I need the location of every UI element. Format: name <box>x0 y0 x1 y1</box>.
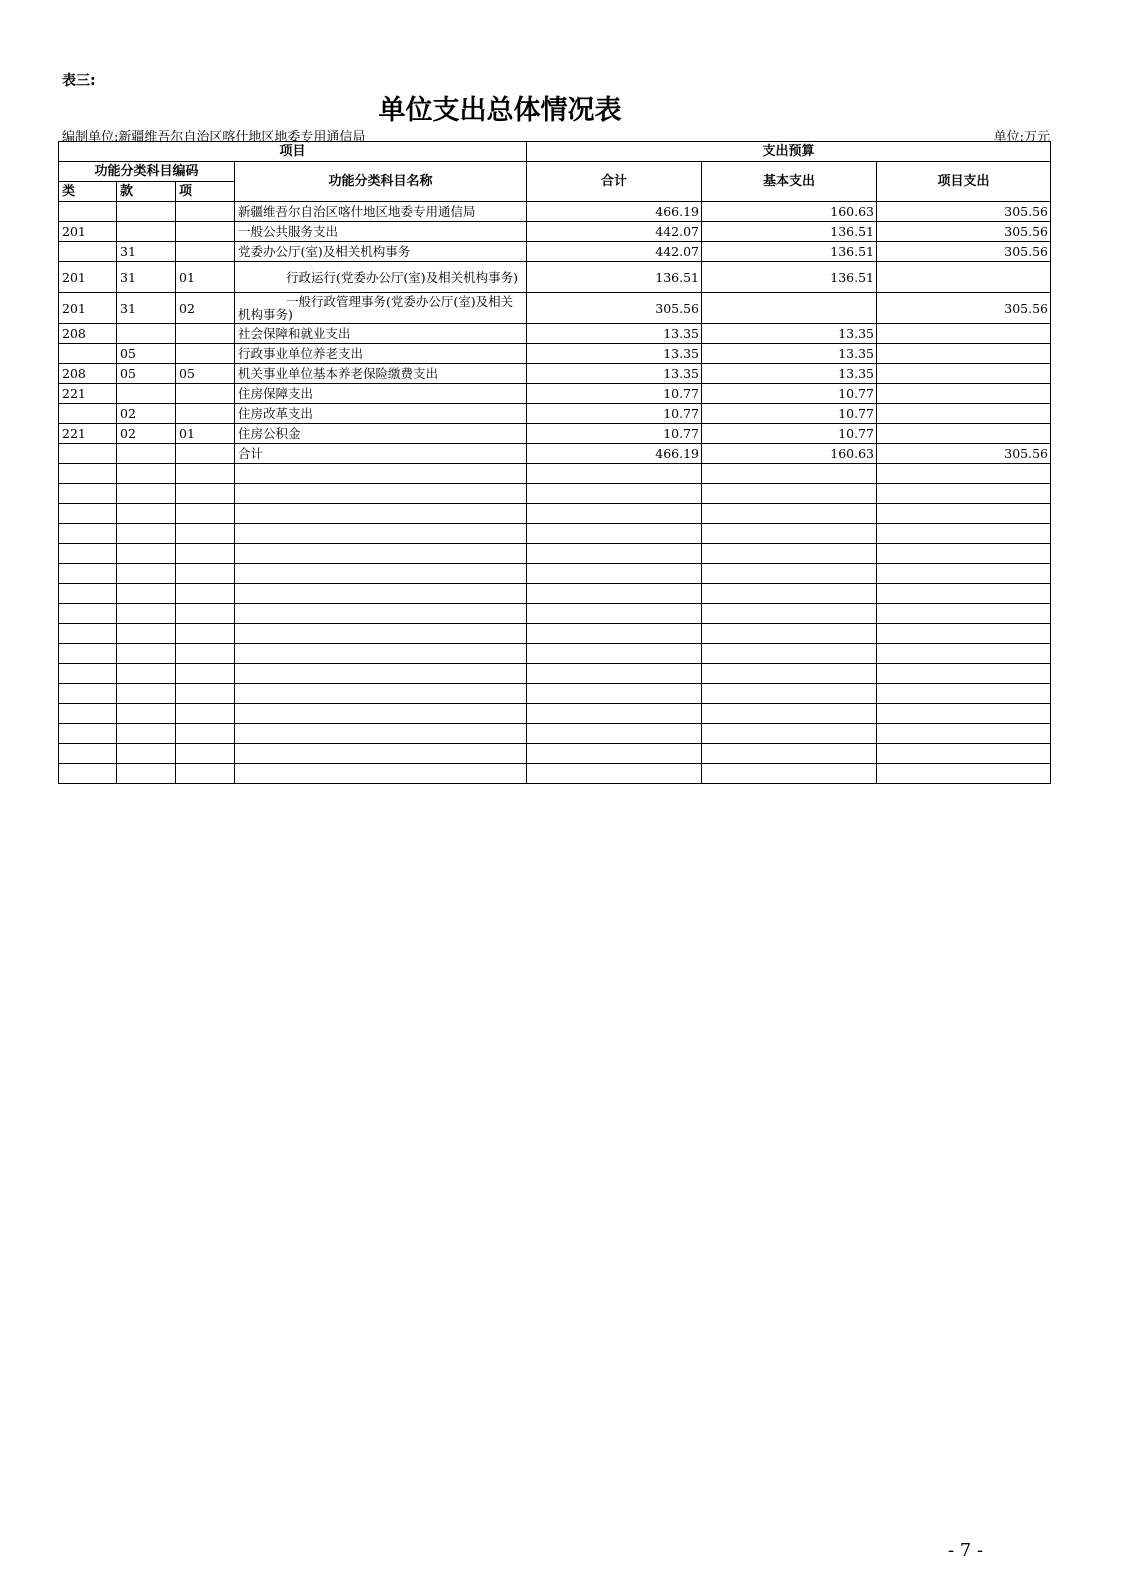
cell-xiang: 01 <box>176 262 235 293</box>
cell-basic: 10.77 <box>702 384 877 404</box>
header-kuan: 款 <box>117 182 176 202</box>
empty-row <box>59 484 1051 504</box>
empty-row <box>59 524 1051 544</box>
cell-project <box>877 324 1051 344</box>
header-code-group: 功能分类科目编码 <box>59 162 235 182</box>
table-label: 表三: <box>62 73 96 89</box>
table-row <box>59 324 1051 344</box>
organization-name: 编制单位:新疆维吾尔自治区喀什地区地委专用通信局 <box>62 130 366 145</box>
cell-total: 442.07 <box>527 242 702 262</box>
cell-project <box>877 364 1051 384</box>
cell-total: 10.77 <box>527 424 702 444</box>
header-project: 项目 <box>59 142 527 162</box>
cell-lei <box>59 404 117 424</box>
cell-xiang <box>176 404 235 424</box>
cell-project <box>877 384 1051 404</box>
cell-lei <box>59 344 117 364</box>
cell-lei: 221 <box>59 384 117 404</box>
cell-total: 13.35 <box>527 364 702 384</box>
cell-lei <box>59 242 117 262</box>
cell-basic: 136.51 <box>702 262 877 293</box>
cell-name: 新疆维吾尔自治区喀什地区地委专用通信局 <box>235 202 527 222</box>
cell-xiang <box>176 444 235 464</box>
cell-kuan: 05 <box>117 344 176 364</box>
cell-name: 社会保障和就业支出 <box>235 324 527 344</box>
cell-total: 10.77 <box>527 384 702 404</box>
cell-name: 合计 <box>235 444 527 464</box>
cell-kuan: 02 <box>117 424 176 444</box>
cell-total: 13.35 <box>527 344 702 364</box>
table-row <box>59 364 1051 384</box>
empty-row <box>59 704 1051 724</box>
cell-name: 一般行政管理事务(党委办公厅(室)及相关机构事务) <box>235 293 527 324</box>
table-row <box>59 384 1051 404</box>
cell-lei <box>59 202 117 222</box>
cell-lei: 201 <box>59 262 117 293</box>
cell-total: 136.51 <box>527 262 702 293</box>
cell-total: 442.07 <box>527 222 702 242</box>
table-row <box>59 262 1051 293</box>
table-row <box>59 202 1051 222</box>
cell-lei: 208 <box>59 364 117 384</box>
empty-row <box>59 644 1051 664</box>
cell-xiang <box>176 384 235 404</box>
cell-name: 一般公共服务支出 <box>235 222 527 242</box>
cell-name: 党委办公厅(室)及相关机构事务 <box>235 242 527 262</box>
empty-row <box>59 744 1051 764</box>
cell-project: 305.56 <box>877 242 1051 262</box>
cell-basic: 160.63 <box>702 202 877 222</box>
cell-xiang <box>176 344 235 364</box>
empty-row <box>59 604 1051 624</box>
empty-row <box>59 764 1051 784</box>
cell-lei: 221 <box>59 424 117 444</box>
empty-row <box>59 564 1051 584</box>
table-row <box>59 404 1051 424</box>
cell-kuan: 02 <box>117 404 176 424</box>
cell-lei <box>59 444 117 464</box>
cell-project <box>877 262 1051 293</box>
cell-basic: 10.77 <box>702 404 877 424</box>
cell-basic: 136.51 <box>702 222 877 242</box>
cell-name: 机关事业单位基本养老保险缴费支出 <box>235 364 527 384</box>
cell-kuan <box>117 444 176 464</box>
page-title: 单位支出总体情况表 <box>378 95 622 126</box>
cell-kuan <box>117 222 176 242</box>
empty-row <box>59 664 1051 684</box>
cell-project <box>877 404 1051 424</box>
table-row <box>59 344 1051 364</box>
cell-total: 466.19 <box>527 444 702 464</box>
header-basic: 基本支出 <box>702 162 877 202</box>
cell-name: 住房保障支出 <box>235 384 527 404</box>
empty-row <box>59 464 1051 484</box>
cell-project: 305.56 <box>877 202 1051 222</box>
cell-project <box>877 424 1051 444</box>
cell-xiang: 02 <box>176 293 235 324</box>
table-row <box>59 424 1051 444</box>
table-row-total <box>59 444 1051 464</box>
cell-total: 13.35 <box>527 324 702 344</box>
cell-basic: 10.77 <box>702 424 877 444</box>
table-row <box>59 242 1051 262</box>
cell-lei: 201 <box>59 222 117 242</box>
header-xiang: 项 <box>176 182 235 202</box>
cell-project <box>877 344 1051 364</box>
cell-basic: 13.35 <box>702 364 877 384</box>
cell-name: 行政运行(党委办公厅(室)及相关机构事务) <box>235 262 527 293</box>
cell-total: 10.77 <box>527 404 702 424</box>
empty-row <box>59 724 1051 744</box>
cell-project: 305.56 <box>877 222 1051 242</box>
cell-kuan: 31 <box>117 293 176 324</box>
cell-name: 住房改革支出 <box>235 404 527 424</box>
empty-row <box>59 584 1051 604</box>
cell-basic: 13.35 <box>702 324 877 344</box>
cell-kuan: 31 <box>117 262 176 293</box>
cell-name: 行政事业单位养老支出 <box>235 344 527 364</box>
table-row <box>59 293 1051 324</box>
header-total: 合计 <box>527 162 702 202</box>
cell-kuan: 05 <box>117 364 176 384</box>
page-number: - 7 - <box>948 1540 984 1561</box>
cell-lei: 208 <box>59 324 117 344</box>
cell-basic <box>702 293 877 324</box>
cell-project: 305.56 <box>877 444 1051 464</box>
cell-basic: 13.35 <box>702 344 877 364</box>
empty-row <box>59 624 1051 644</box>
expenditure-table <box>58 141 1051 784</box>
cell-xiang: 05 <box>176 364 235 384</box>
empty-row <box>59 544 1051 564</box>
cell-kuan <box>117 384 176 404</box>
cell-xiang <box>176 324 235 344</box>
cell-basic: 136.51 <box>702 242 877 262</box>
cell-total: 466.19 <box>527 202 702 222</box>
header-proj: 项目支出 <box>877 162 1051 202</box>
header-name: 功能分类科目名称 <box>235 162 527 202</box>
cell-xiang <box>176 202 235 222</box>
cell-xiang: 01 <box>176 424 235 444</box>
cell-xiang <box>176 242 235 262</box>
empty-row <box>59 684 1051 704</box>
cell-project: 305.56 <box>877 293 1051 324</box>
cell-name: 住房公积金 <box>235 424 527 444</box>
unit-label: 单位:万元 <box>993 130 1050 145</box>
cell-kuan <box>117 324 176 344</box>
cell-kuan: 31 <box>117 242 176 262</box>
table-row <box>59 222 1051 242</box>
cell-xiang <box>176 222 235 242</box>
empty-row <box>59 504 1051 524</box>
cell-lei: 201 <box>59 293 117 324</box>
header-lei: 类 <box>59 182 117 202</box>
header-budget: 支出预算 <box>527 142 1051 162</box>
cell-total: 305.56 <box>527 293 702 324</box>
cell-basic: 160.63 <box>702 444 877 464</box>
cell-kuan <box>117 202 176 222</box>
